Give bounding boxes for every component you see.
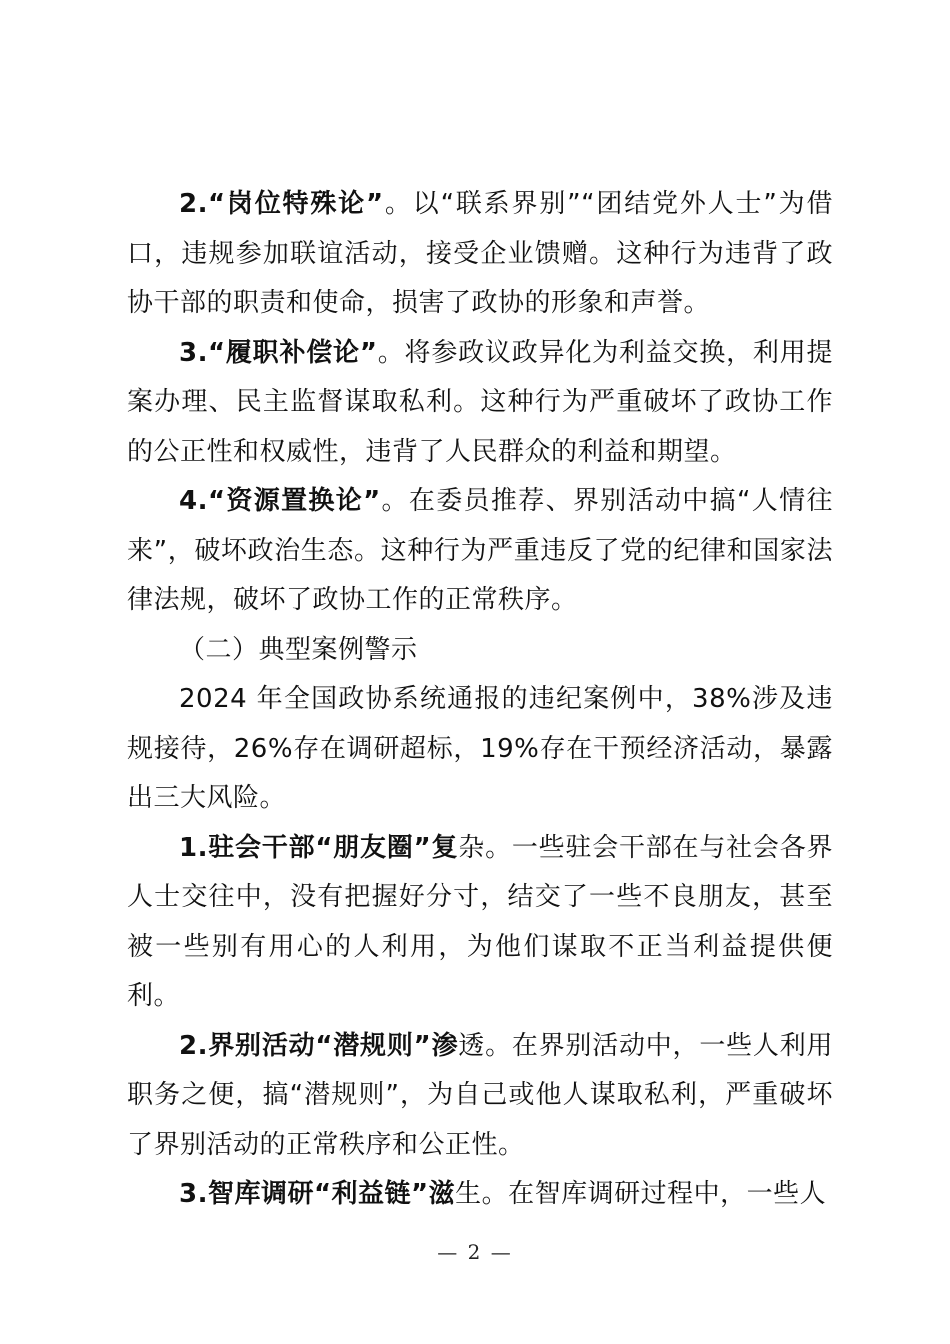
paragraph-heading: 4.“资源置换论” [179, 486, 381, 516]
paragraph-text: 。在委员推荐、界别活动中搞“人情往来”，破坏政治生态。这种行为严重违反了党的纪律和国家法律法规，破坏了政协工作的正常秩序。 [127, 486, 833, 615]
paragraph [127, 1170, 833, 1220]
paragraph [127, 477, 833, 626]
paragraph-heading: 1.驻会干部“朋友圈”复 [179, 832, 459, 863]
paragraph [127, 1022, 833, 1171]
paragraph-heading: 3.“履职补偿论” [179, 337, 378, 368]
paragraph-text: 生。在智库调研过程中，一些人 [455, 1179, 827, 1209]
paragraph [127, 329, 833, 478]
paragraph-text: 2024 年全国政协系统通报的违纪案例中，38%涉及违规接待，26%存在调研超标，19%存在干预经济活动，暴露出三大风险。 [127, 684, 833, 813]
paragraph-text: 杂。一些驻会干部在与社会各界人士交往中，没有把握好分寸，结交了一些不良朋友，甚至被一些别有用心的人利用，为他们谋取不正当利益提供便利。 [127, 832, 833, 1011]
document-body [127, 180, 833, 1220]
paragraph [127, 824, 833, 1022]
paragraph-text: 。以“联系界别”“团结党外人士”为借口，违规参加联谊活动，接受企业馈赠。这种行为违背了政协干部的职责和使命，损害了政协的形象和声誉。 [127, 189, 833, 318]
paragraph [127, 675, 833, 824]
paragraph-heading: 2.界别活动“潜规则”渗 [179, 1030, 459, 1061]
paragraph-text: （二）典型案例警示 [179, 634, 418, 665]
paragraph-text: 透。在界别活动中，一些人利用职务之便，搞“潜规则”，为自己或他人谋取私利，严重破坏了界别活动的正常秩序和公正性。 [127, 1030, 833, 1160]
page-number: — 2 — [437, 1240, 513, 1264]
paragraph [127, 180, 833, 329]
paragraph-text: 。将参政议政异化为利益交换，利用提案办理、民主监督谋取私利。这种行为严重破坏了政协工作的公正性和权威性，违背了人民群众的利益和期望。 [127, 337, 833, 467]
paragraph-heading: 3.智库调研“利益链”滋 [179, 1179, 456, 1209]
section-heading [127, 626, 833, 676]
paragraph-heading: 2.“岗位特殊论” [179, 189, 384, 219]
